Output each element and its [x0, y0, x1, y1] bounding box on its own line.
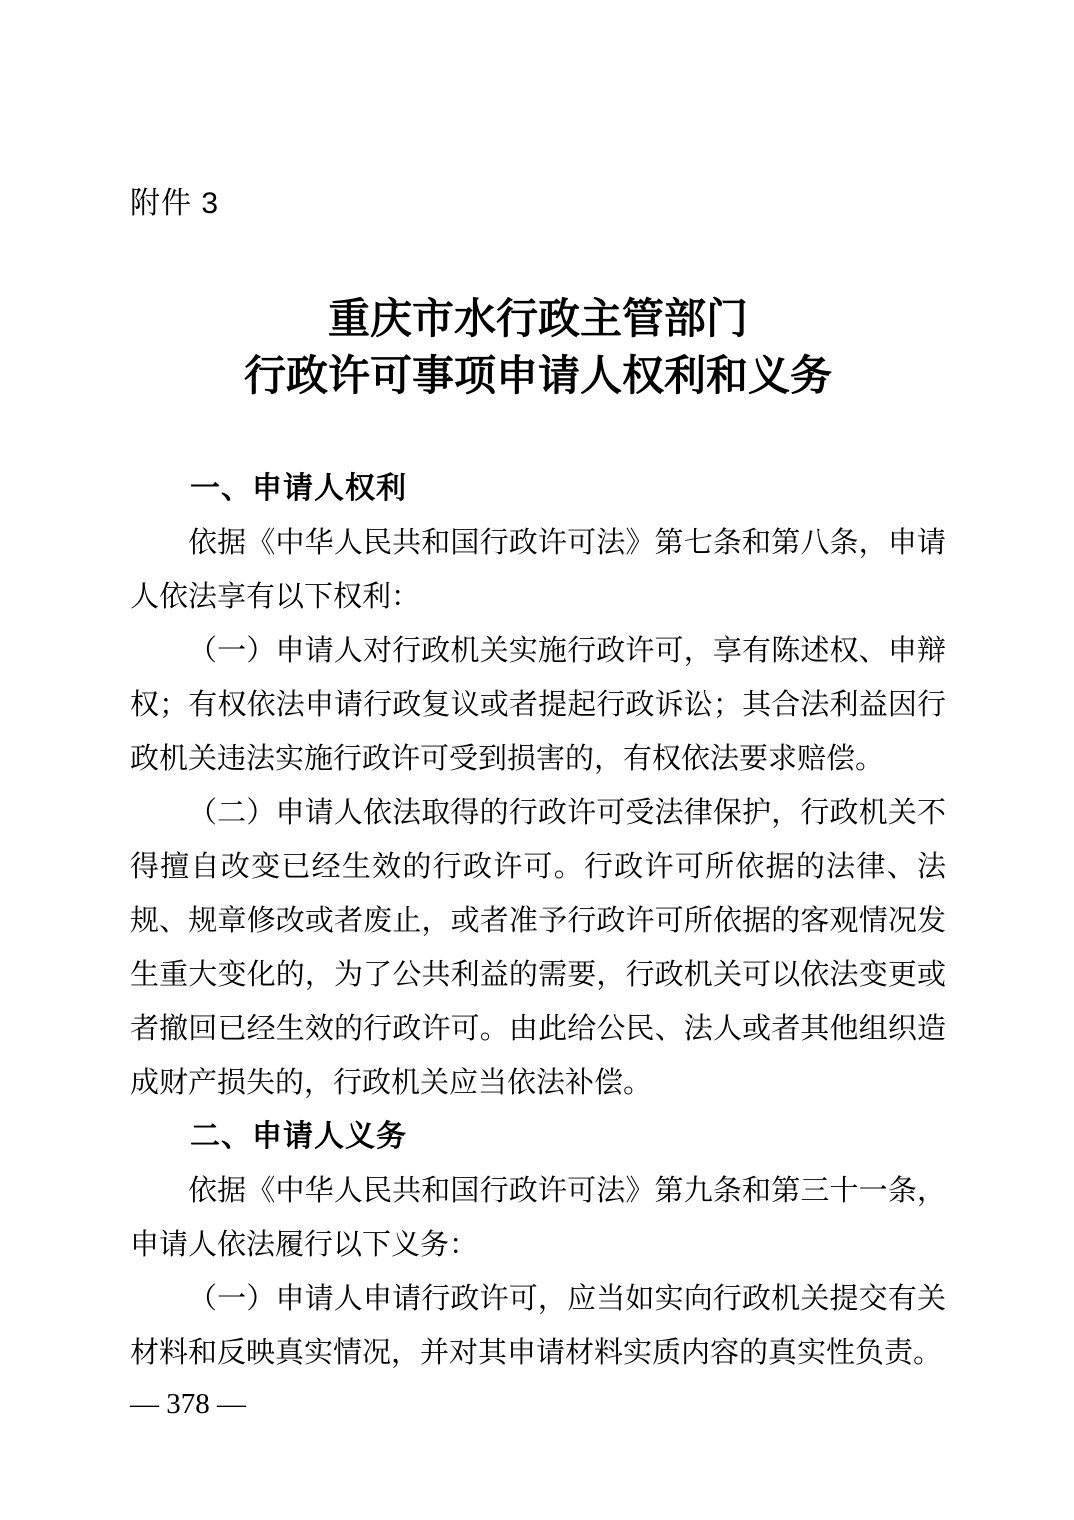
paragraph-obligations-item-1: （一）申请人申请行政许可，应当如实向行政机关提交有关材料和反映真实情况，并对其申请材料实质内容的真实性负责。: [130, 1283, 946, 1369]
paragraph-obligations-intro: 依据《中华人民共和国行政许可法》第九条和第三十一条，申请人依法履行以下义务：: [130, 1175, 946, 1261]
document-title-line2: 行政许可事项申请人权利和义务: [243, 354, 832, 400]
attachment-label: 附件 3: [130, 187, 220, 220]
section-heading-applicant-obligations: 二、申请人义务: [190, 1120, 407, 1153]
document-title: [130, 292, 946, 406]
document-title-line1: 重庆市水行政主管部门: [327, 297, 748, 343]
section-heading-applicant-rights: 一、申请人权利: [190, 472, 407, 505]
page-number: — 378 —: [130, 1388, 246, 1420]
paragraph-rights-item-2: （二）申请人依法取得的行政许可受法律保护，行政机关不得擅自改变已经生效的行政许可。行政许可所依据的法律、法规、规章修改或者废止，或者准予行政许可所依据的客观情况发生重大变化的，为了公共利益的需要，行政机关可以依法变更或者撤回已经生效的行政许可。由此给公民、法人或者其他组织造成财产损失的，行政机关应当依法补偿。: [130, 797, 946, 1099]
paragraph-rights-intro: 依据《中华人民共和国行政许可法》第七条和第八条，申请人依法享有以下权利：: [130, 527, 946, 613]
paragraph-rights-item-1: （一）申请人对行政机关实施行政许可，享有陈述权、申辩权；有权依法申请行政复议或者提起行政诉讼；其合法利益因行政机关违法实施行政许可受到损害的，有权依法要求赔偿。: [130, 635, 946, 775]
